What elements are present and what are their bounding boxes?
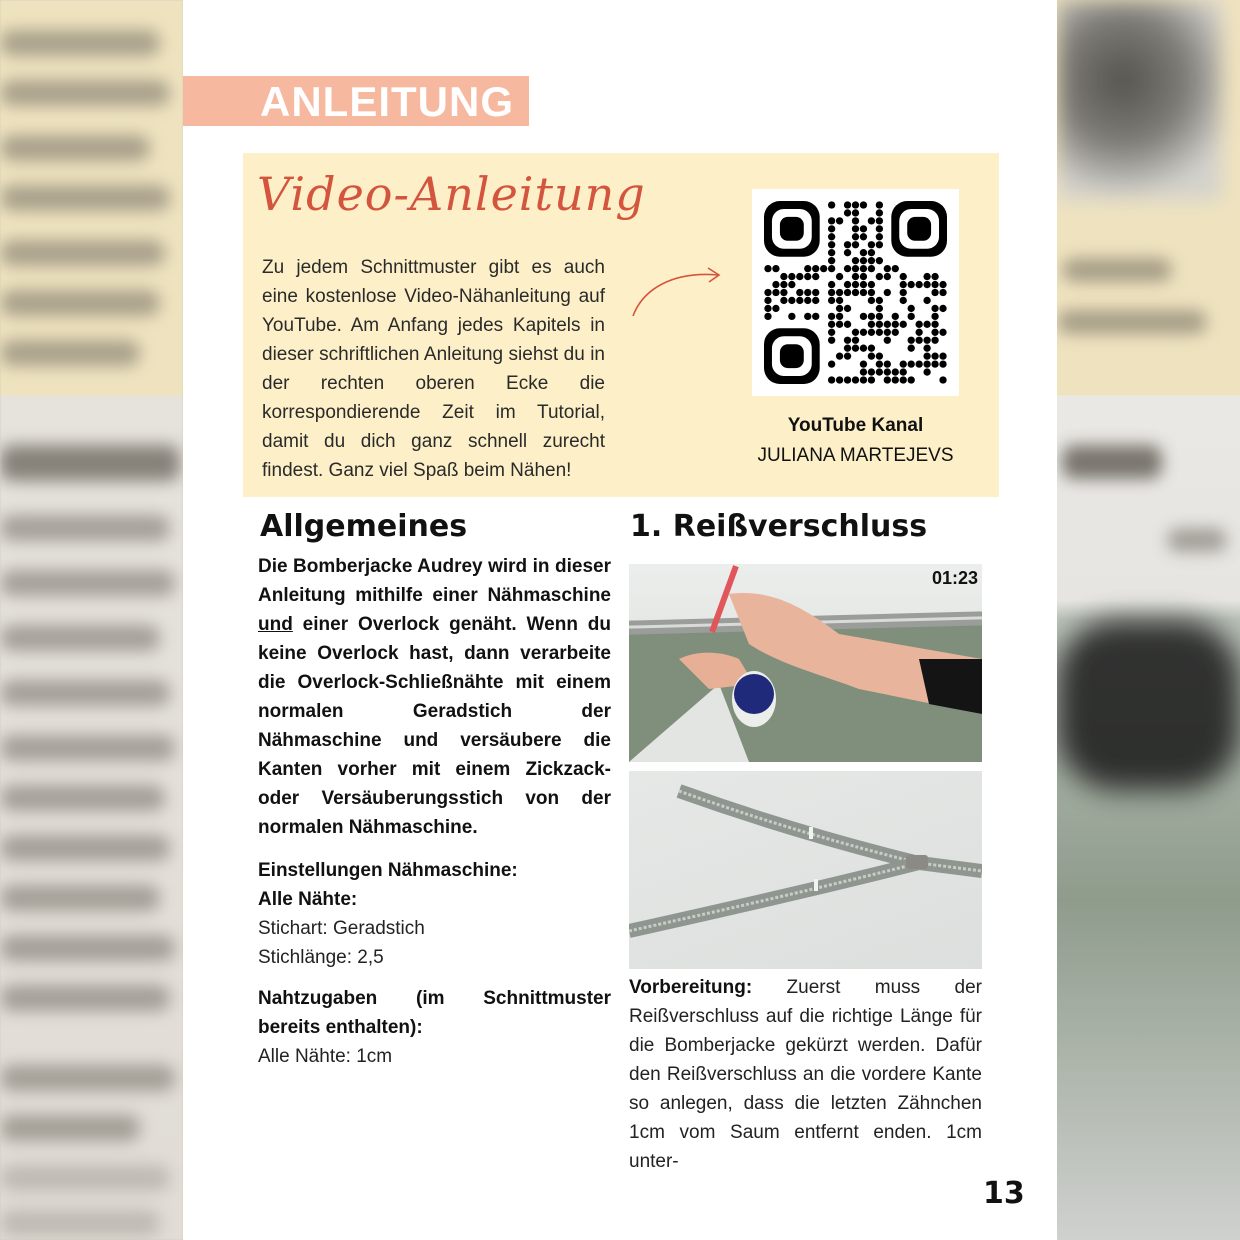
video-text: Zu jedem Schnittmuster gibt es auch eine kostenlose Video-Nähanleitung auf YouTube. Am Anfang jedes Kapitels in dieser schriftlichen Anleitung siehst du in der rechten oberen Ecke die korrespondierende Zeit im Tutorial, damit du dich ganz schnell zurecht findest. Ganz viel Spaß beim Nähen! xyxy=(262,257,605,481)
intro-part-1: Die Bomberjacke Audrey wird in dieser Anleitung mithilfe einer Nähmaschine xyxy=(258,556,611,606)
document-page xyxy=(183,0,1057,1240)
photo-zipper xyxy=(629,771,982,969)
video-timestamp: 01:23 xyxy=(931,568,978,588)
prep-label: Vorbereitung: xyxy=(629,977,753,998)
allowance-title: Nahtzugaben (im Schnittmuster bereits enthalten): xyxy=(258,988,611,1038)
photo-marking-fabric xyxy=(629,564,982,762)
page-number: 13 xyxy=(983,1176,1025,1211)
intro-underlined: und xyxy=(258,614,293,635)
section-label xyxy=(183,76,529,126)
video-title: Video-Anleitung xyxy=(257,167,646,221)
prep-text: Zuerst muss der Reißverschluss auf die richtige Länge für die Bomberjacke gekürzt werden. Dafür den Reißverschluss an die vordere Kante so anlegen, dass die letzten Zähnchen 1cm vom Saum entfernt enden. 1cm unter- xyxy=(629,977,982,1172)
zipper-body-text xyxy=(629,973,982,1176)
background-blur-left xyxy=(0,0,183,1240)
youtube-qr-code[interactable] xyxy=(752,189,959,396)
youtube-channel-label: YouTube Kanal xyxy=(787,415,924,436)
curved-arrow-icon xyxy=(628,261,728,321)
section-label-text: ANLEITUNG xyxy=(260,78,514,125)
general-intro-text xyxy=(258,552,611,842)
heading-zipper xyxy=(630,509,927,545)
sewing-settings xyxy=(258,856,611,1071)
stitch-length: Stichlänge: 2,5 xyxy=(258,947,384,968)
background-blur-right xyxy=(1057,0,1240,1240)
all-seams-label: Alle Nähte: xyxy=(258,889,358,910)
settings-title: Einstellungen Nähmaschine: xyxy=(258,860,518,881)
intro-part-2: einer Overlock genäht. Wenn du keine Overlock hast, dann verarbeite die Overlock-Schließnähte mit einem normalen Geradstich der Nähmaschine und versäubere die Kanten vorher mit einem Zickzack- oder Versäuberungsstich von der normalen Nähmaschine. xyxy=(258,614,611,838)
heading-general-text: Allgemeines xyxy=(260,509,468,544)
video-instructions-box xyxy=(243,153,999,497)
heading-general xyxy=(260,509,467,545)
allowance-value: Alle Nähte: 1cm xyxy=(258,1046,393,1067)
stitch-type: Stichart: Geradstich xyxy=(258,918,425,939)
youtube-channel-name: JULIANA MARTEJEVS xyxy=(757,445,954,466)
heading-zipper-text: 1. Reißverschluss xyxy=(630,509,928,544)
